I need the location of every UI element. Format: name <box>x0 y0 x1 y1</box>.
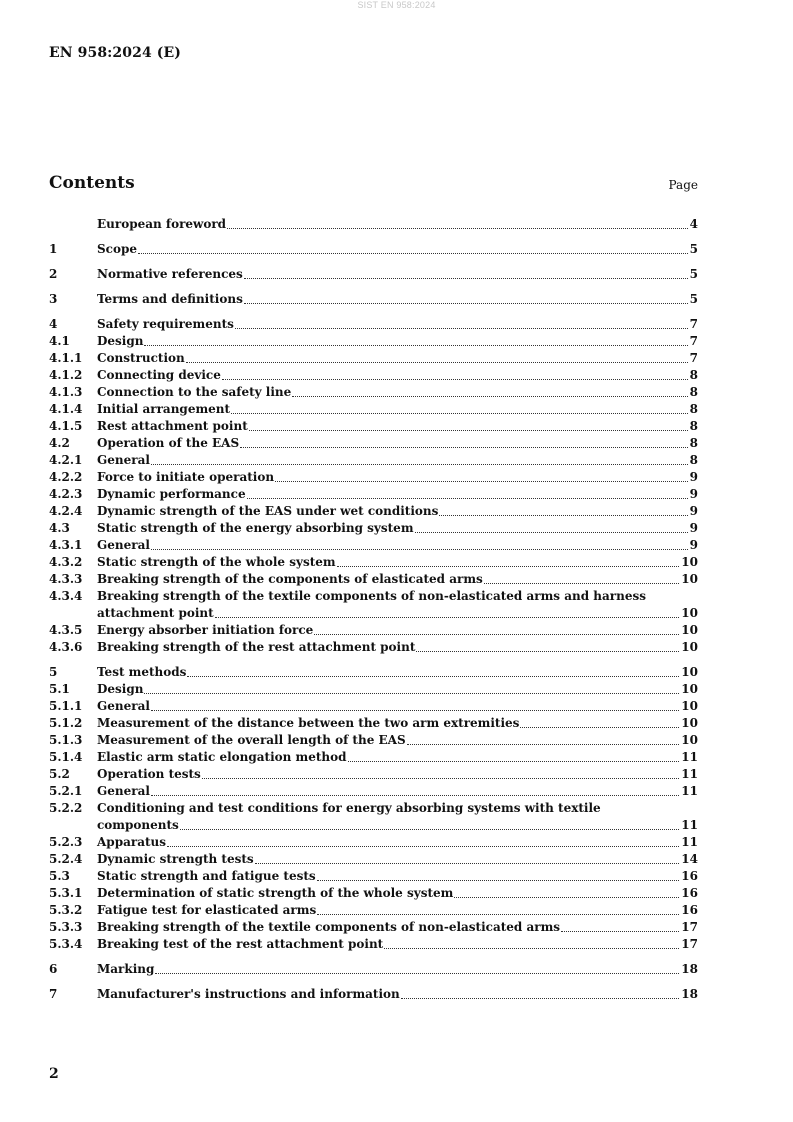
toc-entry-title: General <box>97 453 150 467</box>
toc-entry-page: 7 <box>689 317 698 331</box>
dot-leader <box>144 693 679 694</box>
toc-entry-page: 10 <box>681 555 698 569</box>
dot-leader <box>249 430 688 431</box>
toc-entry-title: Design <box>97 682 144 696</box>
toc-entry-number: 1 <box>49 242 58 256</box>
toc-entry-number: 5.2.3 <box>49 835 83 849</box>
toc-entry-page: 10 <box>681 623 698 637</box>
toc-entry-number: 5.2.4 <box>49 852 83 866</box>
toc-entry-page: 11 <box>681 767 698 781</box>
toc-entry-number: 5.2 <box>49 767 70 781</box>
toc-entry-page: 9 <box>689 504 698 518</box>
toc-entry-page: 5 <box>689 267 698 281</box>
toc-entry-title: Scope <box>97 242 138 256</box>
toc-entry-title: Design <box>97 334 144 348</box>
contents-title: Contents <box>49 173 135 193</box>
toc-entry-page: 9 <box>689 470 698 484</box>
toc-entry-number: 6 <box>49 962 58 976</box>
toc-entry-title: Conditioning and test conditions for energy absorbing systems with textile <box>97 801 601 815</box>
toc-entry[interactable] <box>49 367 698 384</box>
toc-entry-title: Breaking strength of the textile components of non-elasticated arms and harness <box>97 589 646 603</box>
toc-entry-number: 4.3 <box>49 521 70 535</box>
toc-entry[interactable] <box>49 554 698 571</box>
dot-leader <box>275 481 688 482</box>
toc-entry[interactable] <box>49 350 698 367</box>
toc-entry-title: Static strength of the whole system <box>97 555 336 569</box>
toc-entry-number: 5.2.2 <box>49 801 83 815</box>
toc-entry-page: 8 <box>689 368 698 382</box>
toc-entry-number: 4.1.2 <box>49 368 83 382</box>
toc-entry[interactable] <box>49 469 698 486</box>
toc-entry-number: 4.1 <box>49 334 70 348</box>
toc-entry[interactable] <box>49 681 698 698</box>
toc-entry[interactable] <box>49 664 698 681</box>
toc-entry-number: 5.1.4 <box>49 750 83 764</box>
dot-leader <box>416 651 679 652</box>
toc-entry[interactable] <box>49 216 698 233</box>
page-number: 2 <box>49 1066 59 1082</box>
toc-entry-page: 18 <box>681 987 698 1001</box>
dot-leader <box>187 676 679 677</box>
toc-entry[interactable] <box>49 986 698 1003</box>
dot-leader <box>348 761 680 762</box>
toc-entry-number: 4.1.3 <box>49 385 83 399</box>
page-column-heading: Page <box>668 178 698 192</box>
toc-entry-page: 10 <box>681 716 698 730</box>
toc-entry-number: 4.3.5 <box>49 623 83 637</box>
toc-entry[interactable] <box>49 384 698 401</box>
toc-entry-line <box>49 588 698 605</box>
dot-leader <box>244 278 688 279</box>
toc-entry-page: 17 <box>681 937 698 951</box>
toc-entry-number: 5.1.2 <box>49 716 83 730</box>
toc-entry-title: Fatigue test for elasticated arms <box>97 903 317 917</box>
dot-leader <box>439 515 687 516</box>
toc-entry[interactable] <box>49 401 698 418</box>
dot-leader <box>151 795 679 796</box>
toc-entry-title: components <box>97 818 179 832</box>
toc-entry-title: Breaking strength of the components of elasticated arms <box>97 572 483 586</box>
toc-entry[interactable] <box>49 817 698 834</box>
toc-entry[interactable] <box>49 834 698 851</box>
toc-entry-page: 8 <box>689 385 698 399</box>
toc-entry-page: 4 <box>689 217 698 231</box>
toc-entry-page: 18 <box>681 962 698 976</box>
dot-leader <box>151 464 688 465</box>
toc-entry-page: 8 <box>689 436 698 450</box>
toc-entry-number: 3 <box>49 292 58 306</box>
toc-entry[interactable] <box>49 783 698 800</box>
toc-entry-page: 10 <box>681 733 698 747</box>
dot-leader <box>247 498 688 499</box>
toc-entry[interactable] <box>49 961 698 978</box>
dot-leader <box>231 413 688 414</box>
dot-leader <box>255 863 680 864</box>
toc-entry-title: Connecting device <box>97 368 221 382</box>
toc-entry-page: 5 <box>689 292 698 306</box>
dot-leader <box>180 829 680 830</box>
toc-entry[interactable] <box>49 571 698 588</box>
toc-entry-title: General <box>97 538 150 552</box>
toc-entry-page: 10 <box>681 665 698 679</box>
dot-leader <box>415 532 688 533</box>
toc-entry-number: 5.3.4 <box>49 937 83 951</box>
dot-leader <box>202 778 679 779</box>
toc-entry-page: 11 <box>681 835 698 849</box>
toc-entry[interactable] <box>49 885 698 902</box>
toc-entry-number: 4.2.2 <box>49 470 83 484</box>
toc-entry-title: Apparatus <box>97 835 166 849</box>
toc-entry-line <box>49 800 698 817</box>
dot-leader <box>235 328 688 329</box>
toc-entry-page: 7 <box>689 334 698 348</box>
dot-leader <box>227 228 688 229</box>
dot-leader <box>144 345 687 346</box>
dot-leader <box>292 396 687 397</box>
toc-entry-title: Breaking strength of the rest attachment point <box>97 640 416 654</box>
toc-entry-number: 5.3 <box>49 869 70 883</box>
dot-leader <box>520 727 679 728</box>
toc-entry[interactable] <box>49 537 698 554</box>
toc-entry-page: 10 <box>681 699 698 713</box>
toc-entry-title: Measurement of the overall length of the EAS <box>97 733 406 747</box>
toc-entry-page: 10 <box>681 682 698 696</box>
toc-entry[interactable] <box>49 486 698 503</box>
dot-leader <box>240 447 688 448</box>
toc-entry-page: 7 <box>689 351 698 365</box>
toc-entry-page: 8 <box>689 402 698 416</box>
toc-entry-page: 16 <box>681 903 698 917</box>
toc-entry-title: Force to initiate operation <box>97 470 275 484</box>
toc-entry-title: Normative references <box>97 267 243 281</box>
dot-leader <box>384 948 679 949</box>
toc-entry[interactable] <box>49 766 698 783</box>
table-of-contents <box>49 216 698 1003</box>
toc-entry-page: 17 <box>681 920 698 934</box>
toc-entry-title: Marking <box>97 962 155 976</box>
toc-entry-number: 5.3.1 <box>49 886 83 900</box>
toc-entry[interactable] <box>49 520 698 537</box>
toc-entry-number: 5.3.2 <box>49 903 83 917</box>
toc-entry-page: 9 <box>689 521 698 535</box>
dot-leader <box>222 379 688 380</box>
toc-entry-number: 4.2.1 <box>49 453 83 467</box>
toc-entry[interactable] <box>49 266 698 283</box>
toc-entry-page: 16 <box>681 869 698 883</box>
toc-entry-title: Dynamic performance <box>97 487 246 501</box>
toc-entry-number: 4.3.1 <box>49 538 83 552</box>
toc-entry-number: 5.1 <box>49 682 70 696</box>
toc-entry[interactable] <box>49 715 698 732</box>
toc-entry-title: General <box>97 784 150 798</box>
toc-entry-title: attachment point <box>97 606 214 620</box>
toc-entry[interactable] <box>49 936 698 953</box>
toc-entry[interactable] <box>49 605 698 622</box>
toc-entry-title: Manufacturer's instructions and information <box>97 987 400 1001</box>
dot-leader <box>561 931 679 932</box>
toc-entry[interactable] <box>49 851 698 868</box>
toc-entry-number: 4.1.1 <box>49 351 83 365</box>
toc-entry-page: 10 <box>681 572 698 586</box>
toc-entry-title: Determination of static strength of the whole system <box>97 886 454 900</box>
dot-leader <box>151 710 679 711</box>
toc-entry[interactable] <box>49 435 698 452</box>
toc-entry-title: Test methods <box>97 665 187 679</box>
toc-entry-title: Measurement of the distance between the two arm extremities <box>97 716 520 730</box>
toc-entry[interactable] <box>49 333 698 350</box>
toc-entry-page: 16 <box>681 886 698 900</box>
toc-entry-number: 4.2.4 <box>49 504 83 518</box>
toc-entry-page: 11 <box>681 750 698 764</box>
dot-leader <box>337 566 680 567</box>
dot-leader <box>215 617 680 618</box>
toc-entry-number: 2 <box>49 267 58 281</box>
toc-entry-page: 10 <box>681 640 698 654</box>
toc-entry-number: 4.2 <box>49 436 70 450</box>
toc-entry-page: 9 <box>689 538 698 552</box>
toc-entry-page: 5 <box>689 242 698 256</box>
toc-entry-title: Operation tests <box>97 767 201 781</box>
toc-entry-number: 4.2.3 <box>49 487 83 501</box>
toc-entry-number: 7 <box>49 987 58 1001</box>
toc-entry-title: Static strength and fatigue tests <box>97 869 316 883</box>
toc-entry-title: Dynamic strength tests <box>97 852 254 866</box>
toc-entry-title: Rest attachment point <box>97 419 248 433</box>
toc-entry-title: Operation of the EAS <box>97 436 240 450</box>
toc-entry-number: 4.3.4 <box>49 589 83 603</box>
toc-entry[interactable] <box>49 732 698 749</box>
toc-entry-title: General <box>97 699 150 713</box>
toc-entry-number: 5 <box>49 665 58 679</box>
toc-entry-title: Dynamic strength of the EAS under wet conditions <box>97 504 439 518</box>
toc-entry-page: 8 <box>689 453 698 467</box>
toc-entry[interactable] <box>49 698 698 715</box>
toc-entry[interactable] <box>49 749 698 766</box>
dot-leader <box>151 549 688 550</box>
toc-entry-title: Initial arrangement <box>97 402 231 416</box>
toc-entry-number: 5.2.1 <box>49 784 83 798</box>
toc-entry-title: Static strength of the energy absorbing system <box>97 521 414 535</box>
toc-entry[interactable] <box>49 622 698 639</box>
toc-entry-title: Breaking strength of the textile components of non-elasticated arms <box>97 920 561 934</box>
dot-leader <box>401 998 680 999</box>
toc-entry[interactable] <box>49 503 698 520</box>
toc-entry[interactable] <box>49 418 698 435</box>
toc-entry[interactable] <box>49 868 698 885</box>
toc-entry-number: 4.1.5 <box>49 419 83 433</box>
toc-entry[interactable] <box>49 241 698 258</box>
dot-leader <box>454 897 679 898</box>
toc-entry[interactable] <box>49 316 698 333</box>
dot-leader <box>484 583 680 584</box>
toc-entry-title: Safety requirements <box>97 317 234 331</box>
toc-entry-title: European foreword <box>97 217 227 231</box>
dot-leader <box>314 634 679 635</box>
document-id: EN 958:2024 (E) <box>49 45 181 61</box>
toc-entry-title: Connection to the safety line <box>97 385 292 399</box>
dot-leader <box>317 914 679 915</box>
dot-leader <box>138 253 688 254</box>
toc-entry-number: 4 <box>49 317 58 331</box>
dot-leader <box>407 744 680 745</box>
toc-entry-page: 11 <box>681 784 698 798</box>
dot-leader <box>155 973 679 974</box>
toc-entry[interactable] <box>49 919 698 936</box>
toc-entry-page: 11 <box>681 818 698 832</box>
toc-entry-page: 14 <box>681 852 698 866</box>
toc-entry-page: 8 <box>689 419 698 433</box>
toc-entry-title: Elastic arm static elongation method <box>97 750 347 764</box>
toc-entry-title: Energy absorber initiation force <box>97 623 314 637</box>
toc-entry-number: 5.3.3 <box>49 920 83 934</box>
toc-entry-title: Terms and definitions <box>97 292 243 306</box>
toc-entry[interactable] <box>49 639 698 656</box>
toc-entry-number: 4.1.4 <box>49 402 83 416</box>
dot-leader <box>186 362 688 363</box>
toc-entry-number: 4.3.3 <box>49 572 83 586</box>
toc-entry[interactable] <box>49 902 698 919</box>
dot-leader <box>167 846 679 847</box>
toc-entry[interactable] <box>49 452 698 469</box>
toc-entry-page: 9 <box>689 487 698 501</box>
toc-entry-number: 4.3.2 <box>49 555 83 569</box>
toc-entry[interactable] <box>49 291 698 308</box>
toc-entry-number: 4.3.6 <box>49 640 83 654</box>
watermark: SIST EN 958:2024 <box>357 0 436 10</box>
toc-entry-page: 10 <box>681 606 698 620</box>
toc-entry-number: 5.1.3 <box>49 733 83 747</box>
dot-leader <box>317 880 680 881</box>
toc-entry-title: Breaking test of the rest attachment point <box>97 937 384 951</box>
toc-entry-title: Construction <box>97 351 185 365</box>
toc-entry-number: 5.1.1 <box>49 699 83 713</box>
dot-leader <box>244 303 688 304</box>
